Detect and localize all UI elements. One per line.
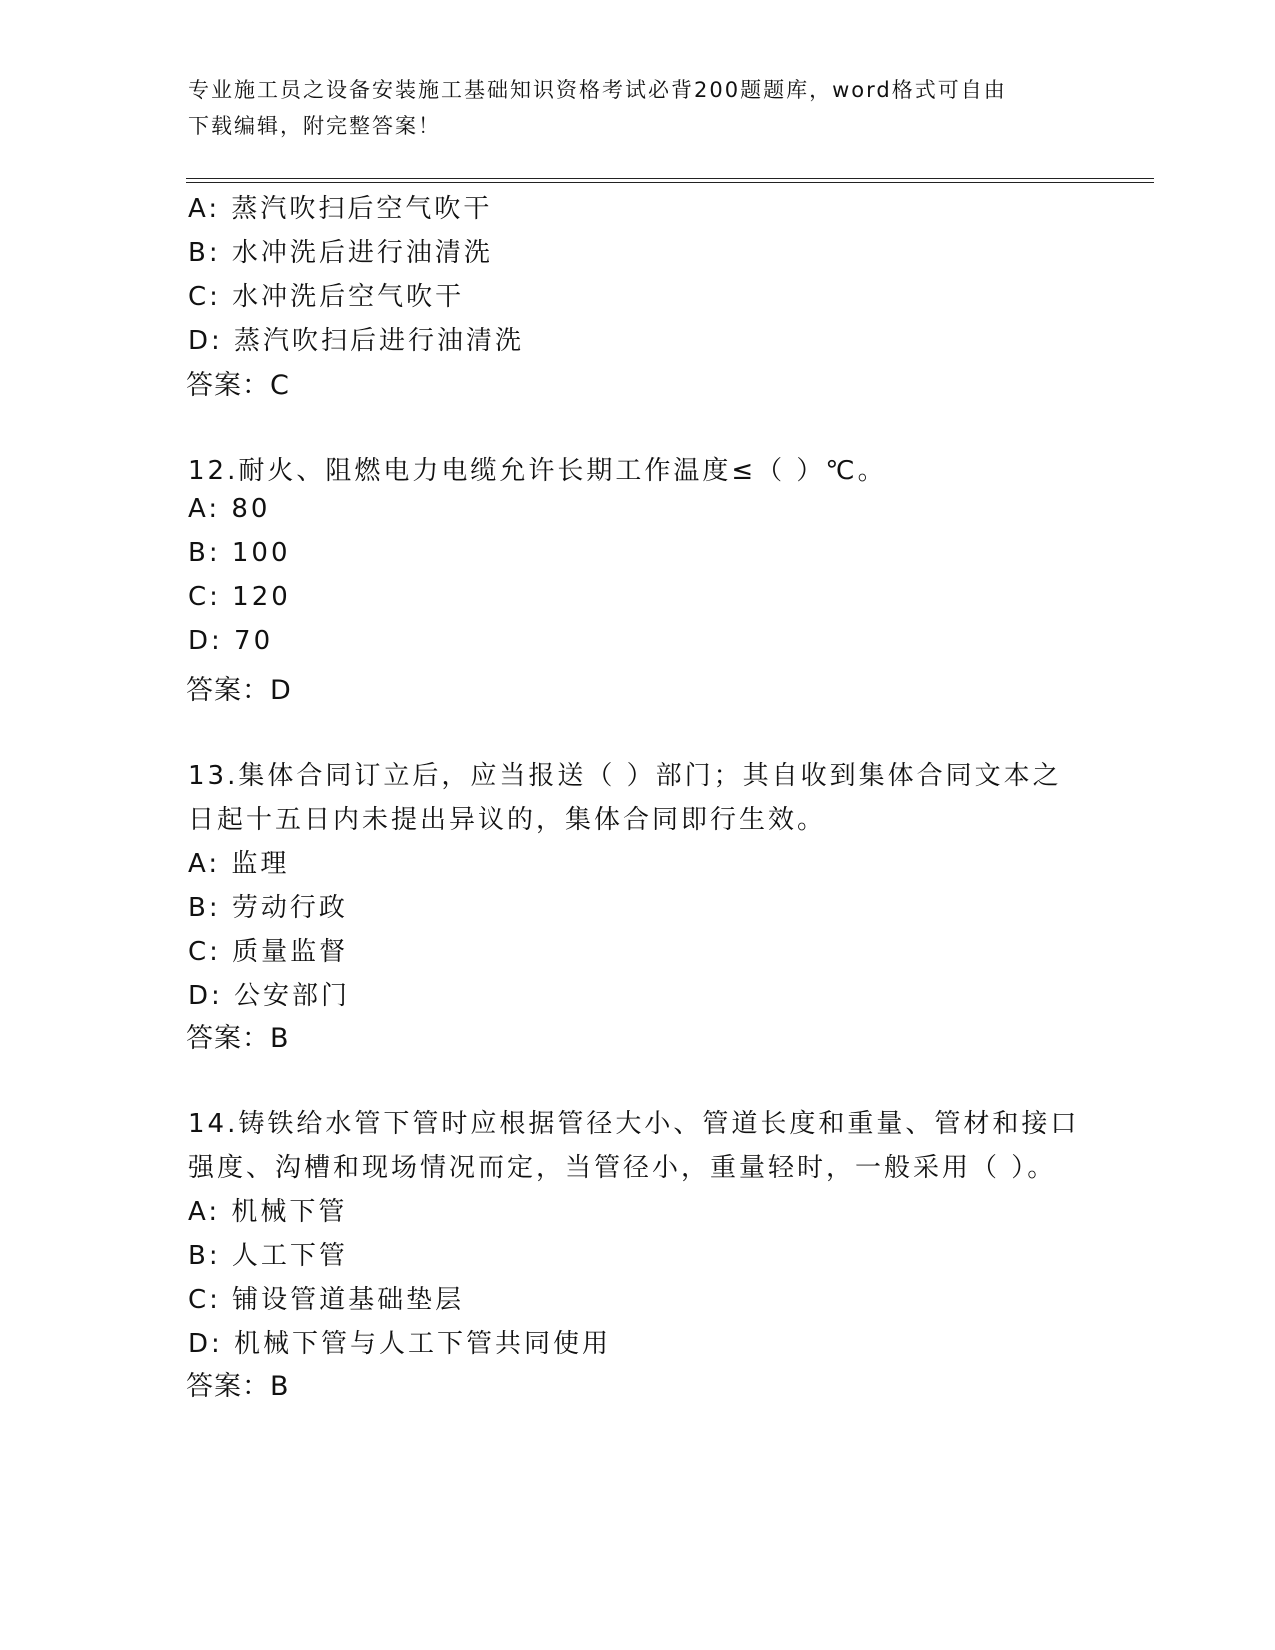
q14-option-b: B: 人工下管	[188, 1241, 348, 1271]
q13-option-d: D: 公安部门	[188, 981, 351, 1011]
q14-option-c: C: 铺设管道基础垫层	[188, 1285, 465, 1315]
q14-stem-line-1: 14.铸铁给水管下管时应根据管径大小、管道长度和重量、管材和接口	[188, 1109, 1080, 1139]
q12-option-c: C: 120	[188, 582, 291, 612]
q12-stem: 12.耐火、阻燃电力电缆允许长期工作温度≤（ ）℃。	[188, 456, 887, 486]
q11-option-a: A: 蒸汽吹扫后空气吹干	[188, 194, 493, 224]
q13-option-c: C: 质量监督	[188, 937, 349, 967]
q11-option-d: D: 蒸汽吹扫后进行油清洗	[188, 326, 525, 356]
q14-stem-line-2: 强度、沟槽和现场情况而定，当管径小，重量轻时，一般采用（ ）。	[188, 1153, 1057, 1183]
q13-option-a: A: 监理	[188, 849, 290, 879]
q13-answer: 答案：B	[186, 1023, 290, 1054]
q12-option-d: D: 70	[188, 626, 274, 656]
document-header	[188, 72, 1088, 144]
q14-answer: 答案：B	[186, 1371, 290, 1402]
q13-stem-line-1: 13.集体合同订立后，应当报送（ ）部门；其自收到集体合同文本之	[188, 761, 1062, 791]
header-divider	[186, 178, 1154, 183]
q13-option-b: B: 劳动行政	[188, 893, 348, 923]
q14-option-d: D: 机械下管与人工下管共同使用	[188, 1329, 612, 1359]
q11-option-c: C: 水冲洗后空气吹干	[188, 282, 465, 312]
q11-answer: 答案：C	[186, 370, 290, 401]
q11-option-b: B: 水冲洗后进行油清洗	[188, 238, 493, 268]
q12-option-b: B: 100	[188, 538, 291, 568]
header-line-2: 下载编辑，附完整答案！	[188, 114, 441, 138]
q12-answer: 答案：D	[186, 675, 292, 706]
q14-option-a: A: 机械下管	[188, 1197, 348, 1227]
q12-option-a: A: 80	[188, 494, 271, 524]
header-line-1: 专业施工员之设备安装施工基础知识资格考试必背200题题库，word格式可自由	[188, 78, 1007, 102]
q13-stem-line-2: 日起十五日内未提出异议的，集体合同即行生效。	[188, 805, 827, 835]
